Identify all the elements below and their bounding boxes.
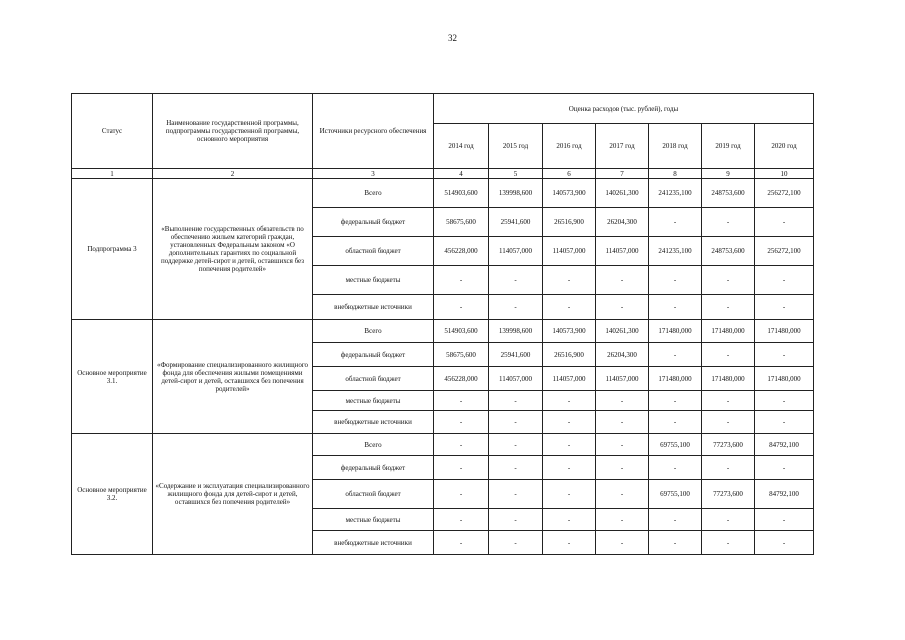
value-cell: - bbox=[649, 343, 702, 367]
column-number: 4 bbox=[434, 169, 489, 179]
column-number-row bbox=[72, 169, 814, 179]
value-cell: 26204,300 bbox=[596, 343, 649, 367]
value-cell: - bbox=[434, 509, 489, 531]
column-number: 2 bbox=[153, 169, 313, 179]
value-cell: - bbox=[489, 411, 543, 434]
value-cell: - bbox=[649, 531, 702, 555]
value-cell: 456228,000 bbox=[434, 237, 489, 266]
value-cell: - bbox=[543, 434, 596, 456]
value-cell: 77273,600 bbox=[702, 480, 755, 509]
value-cell: 171480,000 bbox=[755, 320, 814, 343]
source-cell: Всего bbox=[313, 434, 434, 456]
value-cell: - bbox=[702, 456, 755, 480]
value-cell: 171480,000 bbox=[755, 367, 814, 391]
source-cell: местные бюджеты bbox=[313, 266, 434, 295]
header-year: 2016 год bbox=[543, 124, 596, 169]
value-cell: 140261,300 bbox=[596, 179, 649, 208]
value-cell: - bbox=[543, 295, 596, 320]
value-cell: 114057,000 bbox=[543, 367, 596, 391]
value-cell: - bbox=[596, 266, 649, 295]
value-cell: 241235,100 bbox=[649, 237, 702, 266]
source-cell: местные бюджеты bbox=[313, 391, 434, 411]
value-cell: - bbox=[702, 391, 755, 411]
value-cell: - bbox=[543, 266, 596, 295]
value-cell: - bbox=[702, 509, 755, 531]
source-cell: внебюджетные источники bbox=[313, 295, 434, 320]
value-cell: 139998,600 bbox=[489, 179, 543, 208]
value-cell: - bbox=[596, 531, 649, 555]
value-cell: - bbox=[702, 266, 755, 295]
source-cell: областной бюджет bbox=[313, 480, 434, 509]
table-row bbox=[72, 320, 814, 343]
header-year: 2017 год bbox=[596, 124, 649, 169]
value-cell: - bbox=[649, 295, 702, 320]
value-cell: 26516,900 bbox=[543, 343, 596, 367]
value-cell: - bbox=[649, 456, 702, 480]
value-cell: 456228,000 bbox=[434, 367, 489, 391]
value-cell: 114057,000 bbox=[596, 237, 649, 266]
value-cell: - bbox=[434, 531, 489, 555]
value-cell: - bbox=[755, 391, 814, 411]
source-cell: федеральный бюджет bbox=[313, 456, 434, 480]
page-number: 32 bbox=[448, 33, 457, 43]
value-cell: - bbox=[649, 391, 702, 411]
budget-table bbox=[71, 93, 814, 555]
header-year: 2018 год bbox=[649, 124, 702, 169]
value-cell: 171480,000 bbox=[702, 320, 755, 343]
value-cell: 58675,600 bbox=[434, 208, 489, 237]
header-year: 2020 год bbox=[755, 124, 814, 169]
value-cell: - bbox=[489, 434, 543, 456]
value-cell: - bbox=[434, 411, 489, 434]
value-cell: 139998,600 bbox=[489, 320, 543, 343]
value-cell: 171480,000 bbox=[649, 367, 702, 391]
value-cell: 26516,900 bbox=[543, 208, 596, 237]
value-cell: - bbox=[434, 480, 489, 509]
program-name-cell: «Формирование специализированного жилищного фонда для обеспечения жилыми помещениями детей-сирот и детей, оставшихся без попечения родителей» bbox=[153, 320, 313, 434]
value-cell: - bbox=[596, 480, 649, 509]
value-cell: - bbox=[649, 411, 702, 434]
source-cell: областной бюджет bbox=[313, 237, 434, 266]
value-cell: - bbox=[434, 434, 489, 456]
value-cell: - bbox=[596, 295, 649, 320]
value-cell: - bbox=[434, 456, 489, 480]
value-cell: - bbox=[543, 456, 596, 480]
value-cell: - bbox=[489, 391, 543, 411]
value-cell: - bbox=[596, 434, 649, 456]
column-number: 9 bbox=[702, 169, 755, 179]
value-cell: - bbox=[434, 295, 489, 320]
column-number: 3 bbox=[313, 169, 434, 179]
value-cell: 140573,900 bbox=[543, 320, 596, 343]
value-cell: 256272,100 bbox=[755, 237, 814, 266]
value-cell: - bbox=[755, 295, 814, 320]
table-row bbox=[72, 179, 814, 208]
value-cell: 256272,100 bbox=[755, 179, 814, 208]
value-cell: - bbox=[596, 391, 649, 411]
value-cell: - bbox=[489, 266, 543, 295]
column-number: 5 bbox=[489, 169, 543, 179]
source-cell: областной бюджет bbox=[313, 367, 434, 391]
source-cell: местные бюджеты bbox=[313, 509, 434, 531]
value-cell: - bbox=[434, 391, 489, 411]
value-cell: - bbox=[596, 456, 649, 480]
value-cell: 77273,600 bbox=[702, 434, 755, 456]
value-cell: - bbox=[489, 456, 543, 480]
table-row bbox=[72, 434, 814, 456]
header-name: Наименование государственной программы, подпрограммы государственной программы, основного мероприятия bbox=[153, 94, 313, 169]
value-cell: 248753,600 bbox=[702, 237, 755, 266]
value-cell: 25941,600 bbox=[489, 208, 543, 237]
header-year: 2019 год bbox=[702, 124, 755, 169]
value-cell: 171480,000 bbox=[649, 320, 702, 343]
value-cell: 25941,600 bbox=[489, 343, 543, 367]
header-estimate: Оценка расходов (тыс. рублей), годы bbox=[434, 94, 814, 124]
value-cell: 69755,100 bbox=[649, 480, 702, 509]
value-cell: - bbox=[649, 266, 702, 295]
value-cell: 140261,300 bbox=[596, 320, 649, 343]
value-cell: 26204,300 bbox=[596, 208, 649, 237]
source-cell: внебюджетные источники bbox=[313, 411, 434, 434]
status-cell: Подпрограмма 3 bbox=[72, 179, 153, 320]
value-cell: - bbox=[543, 411, 596, 434]
program-name-cell: «Содержание и эксплуатация специализированного жилищного фонда для детей-сирот и детей, оставшихся без попечения родителей» bbox=[153, 434, 313, 555]
value-cell: - bbox=[702, 343, 755, 367]
value-cell: - bbox=[434, 266, 489, 295]
value-cell: - bbox=[489, 509, 543, 531]
value-cell: 114057,000 bbox=[489, 367, 543, 391]
value-cell: 58675,600 bbox=[434, 343, 489, 367]
value-cell: - bbox=[543, 509, 596, 531]
value-cell: - bbox=[702, 208, 755, 237]
column-number: 1 bbox=[72, 169, 153, 179]
source-cell: внебюджетные источники bbox=[313, 531, 434, 555]
header-sources: Источники ресурсного обеспечения bbox=[313, 94, 434, 169]
status-cell: Основное мероприятие 3.2. bbox=[72, 434, 153, 555]
value-cell: - bbox=[702, 411, 755, 434]
value-cell: - bbox=[702, 295, 755, 320]
value-cell: - bbox=[543, 531, 596, 555]
value-cell: - bbox=[489, 531, 543, 555]
value-cell: - bbox=[543, 391, 596, 411]
column-number: 8 bbox=[649, 169, 702, 179]
value-cell: - bbox=[755, 456, 814, 480]
status-cell: Основное мероприятие 3.1. bbox=[72, 320, 153, 434]
column-number: 6 bbox=[543, 169, 596, 179]
value-cell: - bbox=[489, 480, 543, 509]
value-cell: - bbox=[755, 343, 814, 367]
source-cell: Всего bbox=[313, 320, 434, 343]
value-cell: 241235,100 bbox=[649, 179, 702, 208]
value-cell: 514903,600 bbox=[434, 179, 489, 208]
value-cell: - bbox=[596, 509, 649, 531]
column-number: 7 bbox=[596, 169, 649, 179]
value-cell: - bbox=[596, 411, 649, 434]
value-cell: - bbox=[755, 509, 814, 531]
value-cell: 514903,600 bbox=[434, 320, 489, 343]
source-cell: Всего bbox=[313, 179, 434, 208]
program-name-cell: «Выполнение государственных обязательств по обеспечению жильем категорий граждан, установленных Федеральным законом «О дополнительных гарантиях по социальной поддержке детей-сирот и детей, оставшихся без попечения родителей» bbox=[153, 179, 313, 320]
source-cell: федеральный бюджет bbox=[313, 208, 434, 237]
value-cell: - bbox=[649, 509, 702, 531]
value-cell: 69755,100 bbox=[649, 434, 702, 456]
source-cell: федеральный бюджет bbox=[313, 343, 434, 367]
value-cell: - bbox=[755, 531, 814, 555]
value-cell: 114057,000 bbox=[596, 367, 649, 391]
value-cell: 114057,000 bbox=[489, 237, 543, 266]
value-cell: 84792,100 bbox=[755, 480, 814, 509]
value-cell: - bbox=[755, 266, 814, 295]
value-cell: - bbox=[543, 480, 596, 509]
value-cell: - bbox=[755, 208, 814, 237]
value-cell: 84792,100 bbox=[755, 434, 814, 456]
value-cell: - bbox=[649, 208, 702, 237]
header-status: Статус bbox=[72, 94, 153, 169]
header-year: 2014 год bbox=[434, 124, 489, 169]
value-cell: 171480,000 bbox=[702, 367, 755, 391]
header-year: 2015 год bbox=[489, 124, 543, 169]
value-cell: 140573,900 bbox=[543, 179, 596, 208]
value-cell: 114057,000 bbox=[543, 237, 596, 266]
value-cell: - bbox=[702, 531, 755, 555]
value-cell: - bbox=[755, 411, 814, 434]
column-number: 10 bbox=[755, 169, 814, 179]
value-cell: - bbox=[489, 295, 543, 320]
value-cell: 248753,600 bbox=[702, 179, 755, 208]
